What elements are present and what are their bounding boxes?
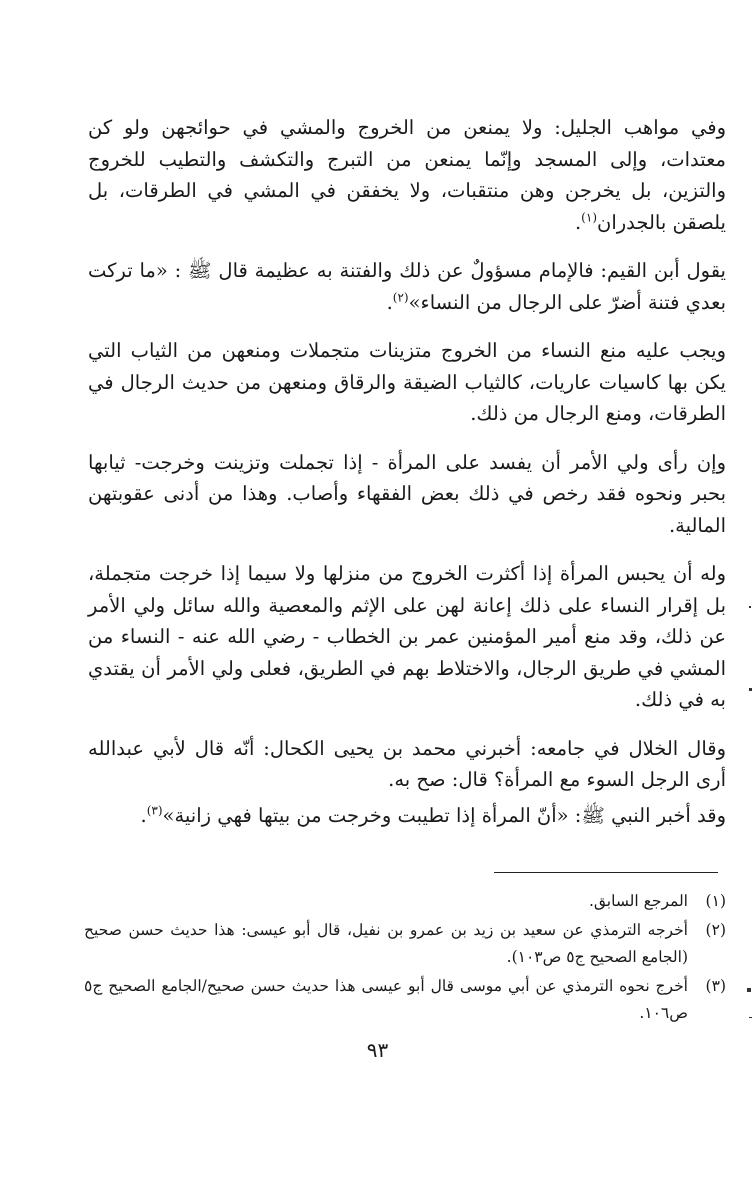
footnote-number: (٣): [705, 977, 726, 995]
footnote-text: أخرج نحوه الترمذي عن أبي موسى قال أبو عيسى هذا حديث حسن صحيح/الجامع الصحيح ج٥ ص١٠٦.: [84, 977, 688, 1022]
footnote-number: (٢): [705, 921, 726, 939]
paragraph-1: [88, 112, 726, 238]
footnote-3: [84, 973, 726, 1027]
main-text: [88, 112, 726, 831]
footnote-separator: [494, 872, 718, 873]
paragraph-text: وقد أخبر النبي ﷺ: «أنّ المرأة إذا تطيبت وخرجت من بيتها فهي زانية»: [162, 803, 726, 827]
paragraph-4: [88, 447, 726, 542]
footnote-1: [84, 888, 726, 915]
paragraph-text: ويجب عليه منع النساء من الخروج متزينات متجملات ومنعهن من الثياب التي يكن بها كاسيات عاريات، كالثياب الضيقة والرقاق ومنعهن من حديث الرجال في الطرقات، ومنع الرجال من ذلك.: [88, 339, 726, 425]
footnotes: [84, 888, 726, 1029]
margin-mark: [747, 988, 751, 992]
paragraph-3: [88, 335, 726, 430]
paragraph-text: وله أن يحبس المرأة إذا أكثرت الخروج من منزلها ولا سيما إذا خرجت متجملة، بل إقرار النساء على ذلك إعانة لهن على الإثم والمعصية والله سائل ولي الأمر عن ذلك، وقد منع أمير المؤمنين عمر بن الخطاب - رضي الله عنه - النساء من المشي في طريق الرجال، والاختلاط بهم في الطريق، فعلى ولي الأمر أن يقتدي به في ذلك.: [88, 562, 726, 711]
margin-mark: [749, 1017, 752, 1018]
footnote-text: المرجع السابق.: [588, 892, 688, 910]
footnote-2: [84, 917, 726, 971]
paragraph-text: وفي مواهب الجليل: ولا يمنعن من الخروج والمشي في حوائجهن ولو كن معتدات، وإلى المسجد وإنّما يمنعن من التبرج والتكشف والتطيب للخروج والتزين، بل يخرجن وهن منتقبات، ولا يخفقن في المشي في الطرقات، بل يلصقن بالجدران: [88, 116, 726, 234]
paragraph-text: يقول أبن القيم: فالإمام مسؤولٌ عن ذلك والفتنة به عظيمة قال ﷺ : «ما تركت بعدي فتنة أضرّ على الرجال من النساء»: [88, 259, 726, 314]
footnote-number: (١): [705, 892, 726, 910]
paragraph-2: [88, 255, 726, 318]
paragraph-end: .: [386, 290, 393, 314]
paragraph-6: [88, 733, 726, 796]
paragraph-text: وقال الخلال في جامعه: أخبرني محمد بن يحيى الكحال: أنّه قال لأبي عبدالله أرى الرجل السوء مع المرأة؟ قال: صح به.: [88, 736, 726, 791]
paragraph-7: [88, 800, 726, 832]
footnote-text: أخرجه الترمذي عن سعيد بن زيد بن عمرو بن نفيل، قال أبو عيسى: هذا حديث حسن صحيح (الجامع الصحيح ج٥ ص١٠٣).: [84, 921, 688, 966]
paragraph-end: .: [574, 210, 582, 234]
paragraph-5: [88, 558, 726, 716]
margin-mark: [749, 688, 752, 691]
footnote-ref: (٣): [146, 803, 163, 817]
page-number: ٩٣: [366, 1038, 389, 1062]
paragraph-text: وإن رأى ولي الأمر أن يفسد على المرأة - إذا تجملت وتزينت وخرجت- ثيابها بحبر ونحوه فقد رخص في ذلك بعض الفقهاء وأصاب. وهذا من أدنى عقوبتهن المالية.: [88, 450, 726, 537]
footnote-ref: (١): [581, 210, 597, 224]
footnote-ref: (٢): [392, 290, 409, 304]
margin-mark: [749, 606, 751, 608]
paragraph-end: .: [140, 803, 147, 827]
